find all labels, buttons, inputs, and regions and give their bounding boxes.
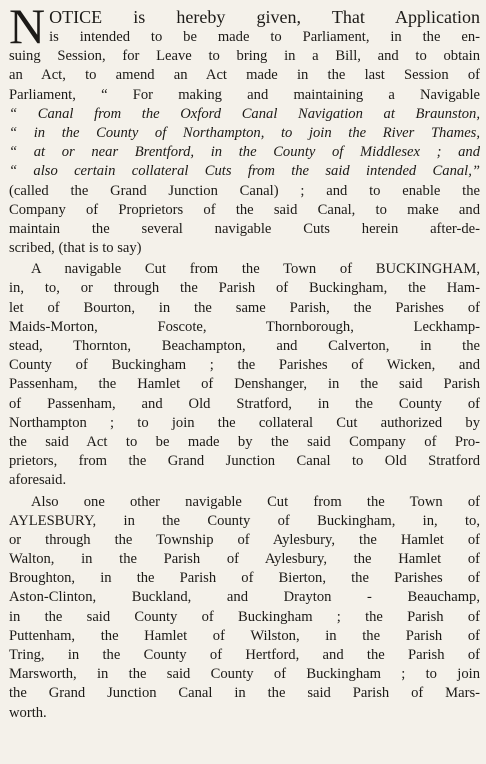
paragraph-line: let of Bourton, in the same Parish, the Parishes of xyxy=(9,299,480,316)
paragraph-line: A navigable Cut from the Town of BUCKINGHAM, xyxy=(31,261,480,278)
paragraph-line: County of Buckingham ; the Parishes of Wicken, and xyxy=(9,357,480,374)
drop-cap-letter: N xyxy=(9,0,46,54)
notice-line: OTICE is hereby given, That Application xyxy=(49,7,480,27)
paragraph-line: aforesaid. xyxy=(9,472,67,489)
paragraph-line: worth. xyxy=(9,704,47,721)
paragraph-line: Also one other navigable Cut from the Town of xyxy=(31,493,480,510)
paragraph-line: Tring, in the County of Hertford, and the Parish of xyxy=(9,647,480,663)
paragraph-line: Marsworth, in the said County of Buckingham ; to join xyxy=(9,666,480,683)
paragraph-line: stead, Thornton, Beachampton, and Calverton, in the xyxy=(9,338,480,354)
notice-line: is intended to be made to Parliament, in the en- xyxy=(49,29,480,45)
notice-line: scribed, (that is to say) xyxy=(9,240,142,257)
paragraph-line: the Grand Junction Canal in the said Parish of Mars- xyxy=(9,685,480,702)
notice-line: “ in the County of Northampton, to join the River Thames, xyxy=(9,124,480,141)
paragraph-line: Northampton ; to join the collateral Cut authorized by xyxy=(9,414,480,431)
notice-paragraph xyxy=(9,0,480,258)
notice-line: “ Canal from the Oxford Canal Navigation at Braunston, xyxy=(9,105,480,122)
paragraph-line: Aston-Clinton, Buckland, and Drayton - Beauchamp, xyxy=(9,589,480,606)
notice-line: “ also certain collateral Cuts from the said intended Canal,” xyxy=(9,163,480,180)
paragraph-line: Walton, in the Parish of Aylesbury, the Hamlet of xyxy=(9,551,480,568)
paragraph-line: or through the Township of Aylesbury, the Hamlet of xyxy=(9,531,480,548)
paragraph-line: prietors, from the Grand Junction Canal to Old Stratford xyxy=(9,453,480,470)
notice-line: (called the Grand Junction Canal) ; and to enable the xyxy=(9,182,480,199)
notice-line: Company of Proprietors of the said Canal, to make and xyxy=(9,201,480,218)
paragraph-line: in the said County of Buckingham ; the Parish of xyxy=(9,608,480,625)
paragraph-line: AYLESBURY, in the County of Buckingham, in, to, xyxy=(9,512,480,529)
paragraph-line: Passenham, the Hamlet of Denshanger, in the said Parish xyxy=(9,376,480,393)
notice-line: suing Session, for Leave to bring in a Bill, and to obtain xyxy=(9,48,480,65)
paragraph-line: Puttenham, the Hamlet of Wilston, in the Parish of xyxy=(9,627,480,644)
notice-line: “ at or near Brentford, in the County of Middlesex ; and xyxy=(9,144,480,161)
aylesbury-paragraph xyxy=(9,493,480,723)
paragraph-line: in, to, or through the Parish of Buckingham, the Ham- xyxy=(9,280,480,297)
notice-line: maintain the several navigable Cuts herein after-de- xyxy=(9,220,480,237)
notice-line: Parliament, “ For making and maintaining a Navigable xyxy=(9,86,480,103)
paragraph-line: Maids-Morton, Foscote, Thornborough, Leckhamp- xyxy=(9,318,480,335)
paragraph-line: of Passenham, and Old Stratford, in the County of xyxy=(9,395,480,412)
paragraph-line: Broughton, in the Parish of Bierton, the Parishes of xyxy=(9,570,480,587)
notice-line: an Act, to amend an Act made in the last Session of xyxy=(9,67,480,84)
buckingham-paragraph xyxy=(9,260,480,490)
paragraph-line: the said Act to be made by the said Company of Pro- xyxy=(9,433,480,450)
